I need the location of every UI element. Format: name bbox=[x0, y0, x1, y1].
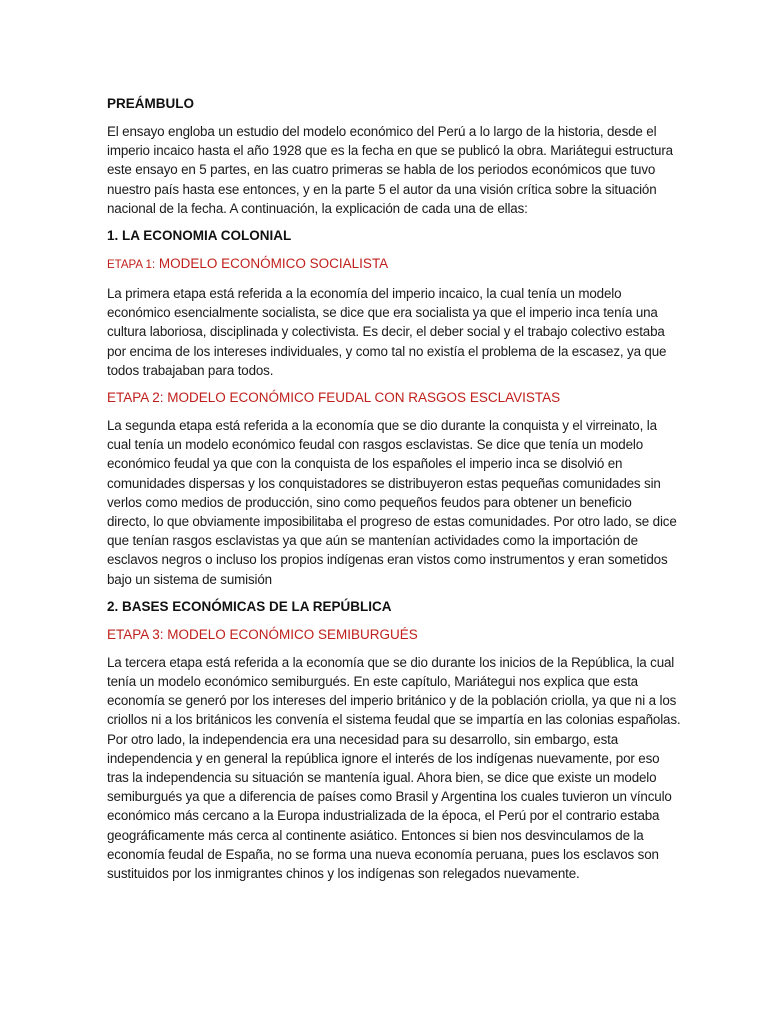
paragraph-line: esclavos negros o incluso los propios indígenas eran vistos como instrumentos y eran sometidos bbox=[107, 552, 668, 568]
paragraph-line: todos trabajaban para todos. bbox=[107, 362, 274, 378]
paragraph-line: este ensayo en 5 partes, en las cuatro primeras se habla de los periodos económicos que tuvo bbox=[107, 162, 656, 178]
paragraph-line: directo, lo que obviamente imposibilitaba el progreso de estas comunidades. Por otro lado, se dice bbox=[107, 514, 677, 530]
paragraph-line: económico más cercano a la Europa industrializada de la época, el Perú por el contrario estaba bbox=[107, 808, 660, 824]
paragraph-line: económico feudal ya que con la conquista de los españoles el imperio inca se disolvió en bbox=[107, 456, 623, 472]
paragraph-line: criollos ni a los británicos les convenía el sistema feudal que se impartía en las colonias españolas. bbox=[107, 712, 681, 728]
paragraph-line: bajo un sistema de sumisión bbox=[107, 571, 272, 587]
paragraph-line: semiburgués ya que a diferencia de países como Brasil y Argentina los cuales tuvieron un vínculo bbox=[107, 789, 672, 805]
paragraph-line: por encima de los intereses individuales, y como tal no existía el problema de la escasez, ya que bbox=[107, 343, 667, 359]
etapa3-paragraph bbox=[107, 653, 681, 883]
paragraph-line: economía feudal de España, no se forma una nueva economía peruana, pues los esclavos son bbox=[107, 846, 659, 862]
paragraph-line: nacional de la fecha. A continuación, la explicación de cada una de ellas: bbox=[107, 200, 528, 216]
paragraph-line: sustituidos por los inmigrantes chinos y los indígenas son relegados nuevamente. bbox=[107, 866, 580, 882]
paragraph-line: La segunda etapa está referida a la economía que se dio durante la conquista y el virreinato, la bbox=[107, 418, 657, 434]
etapa1-paragraph bbox=[107, 284, 668, 380]
paragraph-line: tenía un modelo económico semiburgués. En este capítulo, Mariátegui nos explica que esta bbox=[107, 674, 638, 690]
paragraph-line: imperio incaico hasta el año 1928 que es la fecha en que se publicó la obra. Mariátegui estructura bbox=[107, 143, 673, 159]
preambulo-heading: PREÁMBULO bbox=[107, 96, 194, 111]
etapa1-heading bbox=[107, 254, 668, 275]
etapa1-prefix: ETAPA 1: bbox=[107, 259, 156, 272]
paragraph-line: La primera etapa está referida a la economía del imperio incaico, la cual tenía un modelo bbox=[107, 286, 622, 302]
etapa1-title: MODELO ECONÓMICO SOCIALISTA bbox=[155, 256, 389, 272]
paragraph-line: El ensayo engloba un estudio del modelo económico del Perú a lo largo de la historia, desde el bbox=[107, 124, 657, 139]
section1-heading: 1. LA ECONOMIA COLONIAL bbox=[107, 228, 292, 244]
paragraph-line: economía se generó por los intereses del imperio británico y de la población criolla, ya que ni a los bbox=[107, 693, 677, 709]
etapa2-paragraph bbox=[107, 416, 677, 589]
paragraph-line: Por otro lado, la independencia era una necesidad para su desarrollo, sin embargo, esta bbox=[107, 731, 619, 747]
preambulo-paragraph bbox=[107, 122, 673, 218]
paragraph-line: nuestro país hasta ese entonces, y en la parte 5 el autor da una visión crítica sobre la situación bbox=[107, 181, 657, 197]
etapa2-heading: ETAPA 2: MODELO ECONÓMICO FEUDAL CON RASGOS ESCLAVISTAS bbox=[107, 390, 561, 406]
paragraph-line: tras la independencia su situación se mantenía igual. Ahora bien, se dice que existe un modelo bbox=[107, 770, 657, 786]
paragraph-line: económico esencialmente socialista, se dice que era socialista ya que el imperio inca tenía una bbox=[107, 305, 658, 321]
paragraph-line: comunidades dispersas y los conquistadores se distribuyeron estas pequeñas comunidades sin bbox=[107, 475, 661, 491]
section2-heading: 2. BASES ECONÓMICAS DE LA REPÚBLICA bbox=[107, 598, 392, 614]
paragraph-line: independencia y en general la república ignore el interés de los indígenas nuevamente, por eso bbox=[107, 750, 660, 766]
paragraph-line: cual tenía un modelo económico feudal con rasgos esclavistas. Se dice que tenía un modelo bbox=[107, 437, 644, 453]
paragraph-line: verlos como medios de producción, sino como pequeños feudos para obtener un beneficio bbox=[107, 494, 632, 510]
paragraph-line: La tercera etapa está referida a la economía que se dio durante los inicios de la República, la cual bbox=[107, 654, 675, 670]
paragraph-line: que tenían rasgos esclavistas ya que aún se mantenían actividades como la importación de bbox=[107, 533, 638, 549]
etapa3-heading: ETAPA 3: MODELO ECONÓMICO SEMIBURGUÉS bbox=[107, 626, 418, 642]
paragraph-line: cultura laboriosa, disciplinada y colectivista. Es decir, el deber social y el trabajo colectivo estaba bbox=[107, 324, 665, 340]
paragraph-line: geográficamente más cerca al continente asiático. Entonces si bien nos desvinculamos de la bbox=[107, 827, 644, 843]
